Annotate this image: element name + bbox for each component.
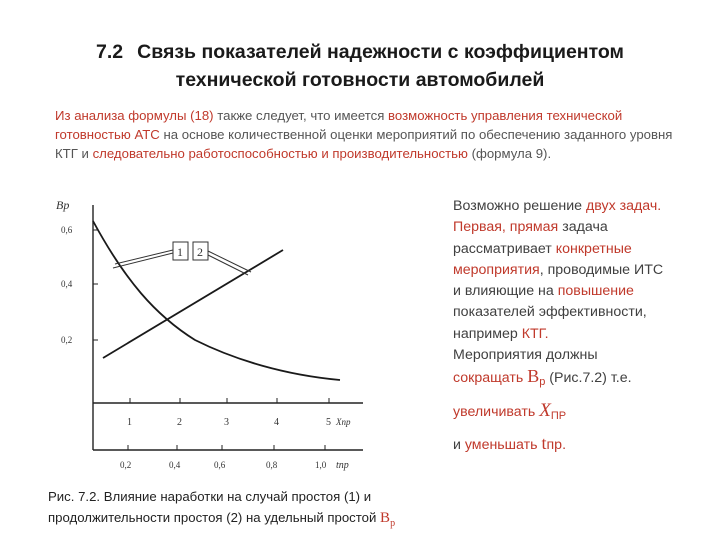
leader-line-2 <box>208 255 248 275</box>
side-line: показателей эффективности, <box>453 304 647 321</box>
side-line: рассматривает конкретные <box>453 240 632 257</box>
caption-line-2: продолжительности простоя (2) на удельный простой $B_р$ <box>48 510 396 529</box>
side-line: Мероприятия должны <box>453 347 598 364</box>
leader-line-2b <box>208 251 251 272</box>
intro-paragraph: Из анализа формулы (18) также следует, что имеется возможность управления технической готовностью АТС на основе количественной оценки мероприятий по обеспечению заданного уровня КТГ и следовательно работоспособностью и производительностью (формула 9). <box>55 108 673 161</box>
side-line: например КТГ. <box>453 325 549 342</box>
side-line: увеличивать $X_{ПР}$ <box>453 399 567 422</box>
side-line: сокращать $B_р$ (Рис.7.2) т.е. <box>453 366 632 389</box>
curve-label-1: 1 <box>177 245 183 259</box>
x-bottom-tick-label: 0,4 <box>169 460 181 470</box>
curve-1-decreasing <box>93 221 340 380</box>
y-tick-label: 0,4 <box>61 279 73 289</box>
curve-2-increasing <box>103 250 283 358</box>
x-bottom-tick-label: 0,8 <box>266 460 278 470</box>
figure-caption <box>48 486 668 534</box>
side-line: Первая, прямая задача <box>453 219 608 236</box>
x-bottom-ticks <box>120 445 349 471</box>
slide-title <box>40 38 680 94</box>
x-bottom-tick-label: 0,2 <box>120 460 132 470</box>
x-top-tick-label: 4 <box>274 417 279 428</box>
x-bottom-tick-label: 0,6 <box>214 460 226 470</box>
y-tick-label: 0,2 <box>61 335 73 345</box>
section-number: 7.2 <box>96 41 124 63</box>
x-bottom-axis-label: tпр <box>336 460 349 471</box>
caption-line-1: Рис. 7.2. Влияние наработки на случай простоя (1) и <box>48 489 372 504</box>
x-bottom-tick-label: 1,0 <box>315 460 327 470</box>
x-top-axis-label: Xпр <box>336 417 351 427</box>
side-line: и уменьшать tпр. <box>453 432 567 453</box>
x-top-tick-label: 5 <box>326 417 331 428</box>
x-top-tick-label: 3 <box>224 417 229 428</box>
side-text-block <box>453 196 713 456</box>
leader-line-1b <box>115 250 173 264</box>
title-line-1: 7.2 Связь показателей надежности с коэффициентом <box>96 41 624 63</box>
side-line: мероприятия, проводимые ИТС <box>453 261 664 278</box>
curve-label-2: 2 <box>197 245 203 259</box>
side-line: и влияющие на повышение <box>453 283 634 300</box>
title-line-2: технической готовности автомобилей <box>175 69 545 91</box>
y-tick-label: 0,6 <box>61 225 73 235</box>
side-line: Возможно решение двух задач. <box>453 198 662 214</box>
leader-line-1 <box>113 253 173 268</box>
y-axis-label: Bр <box>56 198 70 212</box>
caption-symbol: $B_р$ <box>380 510 396 529</box>
x-top-tick-label: 2 <box>177 417 182 428</box>
x-top-tick-label: 1 <box>127 417 132 428</box>
reliability-graph <box>55 195 385 480</box>
